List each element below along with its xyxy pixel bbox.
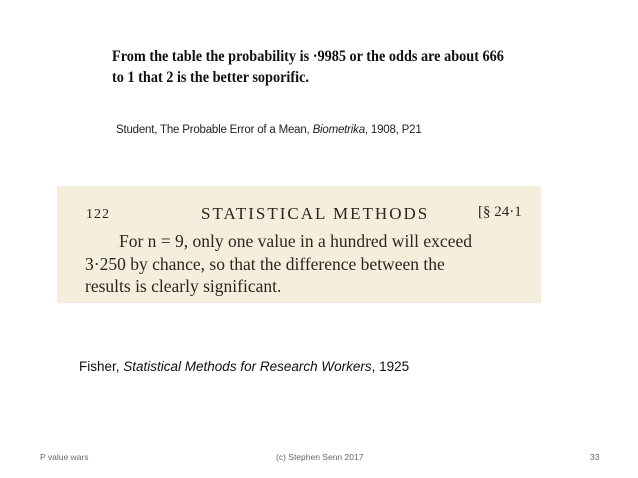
scan-line-1: For n = 9, only one value in a hundred will exceed	[119, 231, 472, 251]
scan-running-head: STATISTICAL METHODS	[201, 204, 430, 223]
fisher-citation-suffix: , 1925	[371, 359, 410, 374]
fisher-citation	[79, 359, 409, 374]
student-quote-scan	[112, 46, 504, 88]
footer-copyright: (c) Stephen Senn 2017	[276, 452, 364, 462]
student-quote-line-1: From the table the probability is ·9985 or the odds are about 666	[112, 48, 504, 65]
scan-page-number: 122	[86, 207, 110, 222]
fisher-book-scan	[57, 186, 541, 303]
footer-left-text: P value wars	[40, 452, 89, 462]
student-citation-prefix: Student, The Probable Error of a Mean,	[116, 124, 313, 136]
student-citation	[116, 124, 422, 136]
student-quote-line-2: to 1 that 2 is the better soporific.	[112, 69, 309, 86]
scan-body-text	[85, 230, 537, 298]
footer-page-number: 33	[590, 452, 600, 462]
scan-line-2: 3·250 by chance, so that the difference between the	[85, 253, 445, 274]
student-citation-suffix: , 1908, P21	[364, 124, 422, 136]
fisher-citation-title: Statistical Methods for Research Workers	[123, 359, 372, 374]
student-citation-journal: Biometrika	[312, 124, 365, 136]
fisher-citation-prefix: Fisher,	[79, 359, 124, 374]
scan-section: [§ 24·1	[478, 204, 522, 220]
scan-line-3: results is clearly significant.	[85, 276, 282, 296]
cropped-line-fragment	[112, 88, 167, 94]
